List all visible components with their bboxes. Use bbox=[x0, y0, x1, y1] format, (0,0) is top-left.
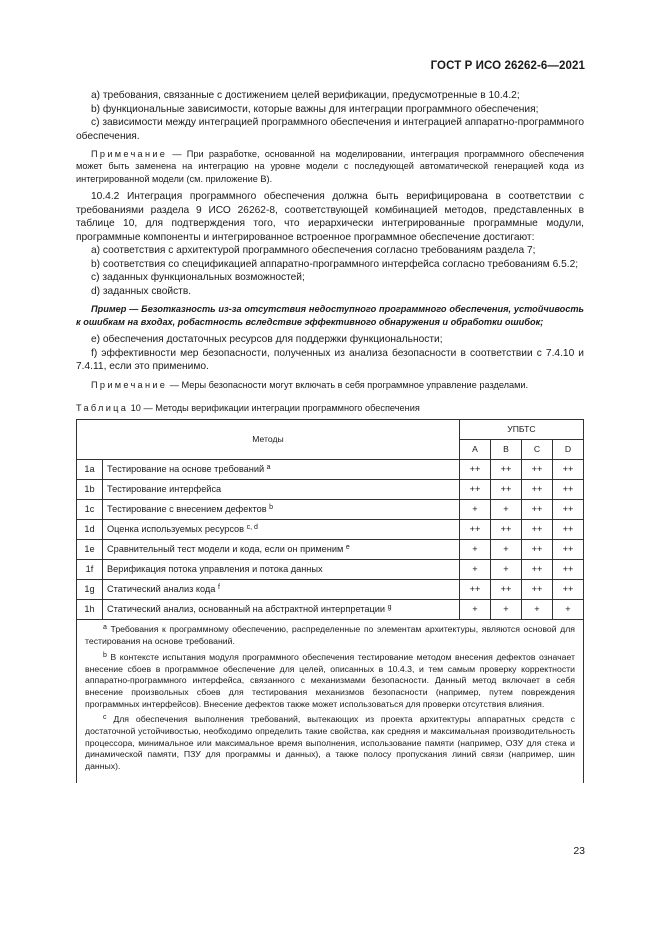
footnote-ref: f bbox=[217, 584, 220, 592]
footnote-ref: g bbox=[387, 604, 392, 612]
recommendation-cell: ++ bbox=[490, 480, 521, 500]
level-header: C bbox=[521, 440, 552, 460]
method-name: Тестирование интерфейса bbox=[103, 480, 460, 500]
method-name: Верификация потока управления и потока данных bbox=[103, 560, 460, 580]
footnote-ref: b bbox=[269, 504, 274, 512]
recommendation-cell: ++ bbox=[552, 580, 583, 600]
recommendation-cell: ++ bbox=[552, 560, 583, 580]
table-row bbox=[77, 500, 584, 520]
note-1 bbox=[76, 148, 584, 185]
recommendation-cell: + bbox=[459, 500, 490, 520]
level-header: A bbox=[459, 440, 490, 460]
table-footnotes bbox=[77, 620, 584, 783]
level-header: B bbox=[490, 440, 521, 460]
recommendation-cell: ++ bbox=[552, 520, 583, 540]
list-item-d: d) заданных свойств. bbox=[91, 285, 192, 297]
recommendation-cell: + bbox=[459, 540, 490, 560]
row-id: 1f bbox=[77, 560, 103, 580]
recommendation-cell: ++ bbox=[552, 500, 583, 520]
row-id: 1h bbox=[77, 600, 103, 620]
recommendation-cell: + bbox=[490, 600, 521, 620]
method-name: Оценка используемых ресурсов $^{c, d}$ bbox=[103, 520, 460, 540]
list-item-a: a) соответствия с архитектурой программного обеспечения согласно требованиям раздела 7; bbox=[91, 245, 536, 257]
recommendation-cell: ++ bbox=[521, 520, 552, 540]
recommendation-cell: ++ bbox=[521, 560, 552, 580]
methods-header: Методы bbox=[77, 420, 460, 460]
table-row bbox=[77, 560, 584, 580]
footnote-ref: e bbox=[345, 544, 350, 552]
note-2 bbox=[76, 379, 584, 391]
level-header: D bbox=[552, 440, 583, 460]
recommendation-cell: ++ bbox=[552, 480, 583, 500]
row-id: 1c bbox=[77, 500, 103, 520]
recommendation-cell: ++ bbox=[459, 520, 490, 540]
recommendation-cell: + bbox=[490, 560, 521, 580]
footnote-a: $^a$ Требования к программному обеспечению, распределенные по элементам архитектуры, являются основой для тестирования на основе требований. bbox=[85, 624, 575, 647]
recommendation-cell: ++ bbox=[459, 480, 490, 500]
asil-group-header: УПБТС bbox=[459, 420, 583, 440]
list-item-a: a) требования, связанные с достижением целей верификации, предусмотренные в 10.4.2; bbox=[91, 90, 520, 101]
list-item-c: c) зависимости между интеграцией программного обеспечения и интеграцией аппаратно-программного обеспечения. bbox=[76, 117, 584, 142]
row-id: 1b bbox=[77, 480, 103, 500]
list-item-f: f) эффективности мер безопасности, полученных из анализа безопасности в соответствии с 7.4.10 и 7.4.11, если это применимо. bbox=[76, 347, 584, 373]
table-caption bbox=[76, 402, 584, 416]
recommendation-cell: + bbox=[552, 600, 583, 620]
method-name: Статический анализ кода $^f$ bbox=[103, 580, 460, 600]
list-item-c: c) заданных функциональных возможностей; bbox=[91, 272, 305, 284]
row-id: 1a bbox=[77, 460, 103, 480]
list-item-b: b) функциональные зависимости, которые важны для интеграции программного обеспечения; bbox=[91, 103, 539, 115]
recommendation-cell: ++ bbox=[552, 540, 583, 560]
method-name: Сравнительный тест модели и кода, если он применим $^e$ bbox=[103, 540, 460, 560]
row-id: 1g bbox=[77, 580, 103, 600]
recommendation-cell: + bbox=[521, 600, 552, 620]
clause-10-4-2: 10.4.2 Интеграция программного обеспечения должна быть верифицирована в соответствии с требованиями раздела 9 ИСО 26262-8, соответствующей комбинацией методов, представленных в таблице 10, для подтверждения того, что иерархически интегрированные программные модули, программные компоненты и интегрированное встроенное программное обеспечение достигают: bbox=[76, 191, 584, 243]
recommendation-cell: ++ bbox=[459, 580, 490, 600]
recommendation-cell: + bbox=[459, 560, 490, 580]
method-name: Тестирование на основе требований $^a$ bbox=[103, 460, 460, 480]
footnote-c: $^c$ Для обеспечения выполнения требований, вытекающих из проекта архитектуры аппаратных средств с достаточной устойчивостью, необходимо определить такие свойства, как средняя и максимальная производительность процессора, минимальное или максимальное время выполнения, использование памяти (например, ОЗУ для стека и динамической памяти, ПЗУ для программы и данных), а также полосу пропускания линий связи (например, шин данных). bbox=[85, 714, 575, 772]
caption-text: 10 — Методы верификации интеграции программного обеспечения bbox=[128, 402, 420, 413]
recommendation-cell: ++ bbox=[521, 480, 552, 500]
recommendation-cell: ++ bbox=[490, 580, 521, 600]
row-id: 1d bbox=[77, 520, 103, 540]
note-text: — При разработке, основанной на моделировании, интеграция программного обеспечения может быть заменена на интеграцию на уровне модели с последующей автоматической генерацией кода из интегрированной модели (см. приложение В). bbox=[76, 149, 584, 184]
recommendation-cell: ++ bbox=[521, 580, 552, 600]
row-id: 1e bbox=[77, 540, 103, 560]
method-name: Тестирование с внесением дефектов $^b$ bbox=[103, 500, 460, 520]
recommendation-cell: + bbox=[490, 500, 521, 520]
page-number: 23 bbox=[573, 845, 585, 857]
table-row bbox=[77, 460, 584, 480]
page-body bbox=[76, 89, 584, 783]
recommendation-cell: ++ bbox=[521, 500, 552, 520]
recommendation-cell: ++ bbox=[490, 520, 521, 540]
recommendation-cell: ++ bbox=[521, 460, 552, 480]
table-row bbox=[77, 580, 584, 600]
recommendation-cell: + bbox=[490, 540, 521, 560]
caption-label: Таблица bbox=[76, 402, 129, 413]
note-label: Примечание bbox=[91, 149, 168, 159]
footnote-b: $^b$ В контексте испытания модуля программного обеспечения тестирование методом внесения дефектов означает внесение сбоев в программное обеспечение для целей, описанных в 10.4.3, и тем самым проверку корректности аппаратно-программного интерфейса, связанного с механизмами безопасности. Данный метод включает в себя внесение произвольных сбоев для тестирования механизмов безопасности (например, путем повреждения программных интерфейсов). Внесение дефектов также может использоваться для проверки отсутствия влияния. bbox=[85, 651, 575, 709]
recommendation-cell: ++ bbox=[459, 460, 490, 480]
verification-methods-table bbox=[76, 419, 584, 782]
method-name: Статический анализ, основанный на абстрактной интерпретации $^g$ bbox=[103, 600, 460, 620]
table-row bbox=[77, 520, 584, 540]
footnote-ref: a bbox=[266, 464, 271, 472]
recommendation-cell: ++ bbox=[490, 460, 521, 480]
recommendation-cell: ++ bbox=[552, 460, 583, 480]
table-row bbox=[77, 480, 584, 500]
recommendation-cell: + bbox=[459, 600, 490, 620]
example: Пример — Безотказность из-за отсутствия недоступного программного обеспечения, устойчивость к ошибкам на входах, робастность вследствие эффективного обнаружения и обработки ошибок; bbox=[76, 304, 584, 327]
note-label: Примечание bbox=[91, 379, 168, 390]
recommendation-cell: ++ bbox=[521, 540, 552, 560]
list-item-e: e) обеспечения достаточных ресурсов для поддержки функциональности; bbox=[91, 334, 443, 346]
list-item-b: b) соответствия со спецификацией аппаратно-программного интерфейса согласно требованиям 6.5.2; bbox=[91, 258, 579, 270]
standard-header: ГОСТ Р ИСО 26262-6—2021 bbox=[430, 60, 585, 72]
table-row bbox=[77, 600, 584, 620]
note-text: — Меры безопасности могут включать в себя программное управление разделами. bbox=[167, 379, 529, 390]
table-row bbox=[77, 540, 584, 560]
footnote-ref: c, d bbox=[246, 524, 258, 532]
